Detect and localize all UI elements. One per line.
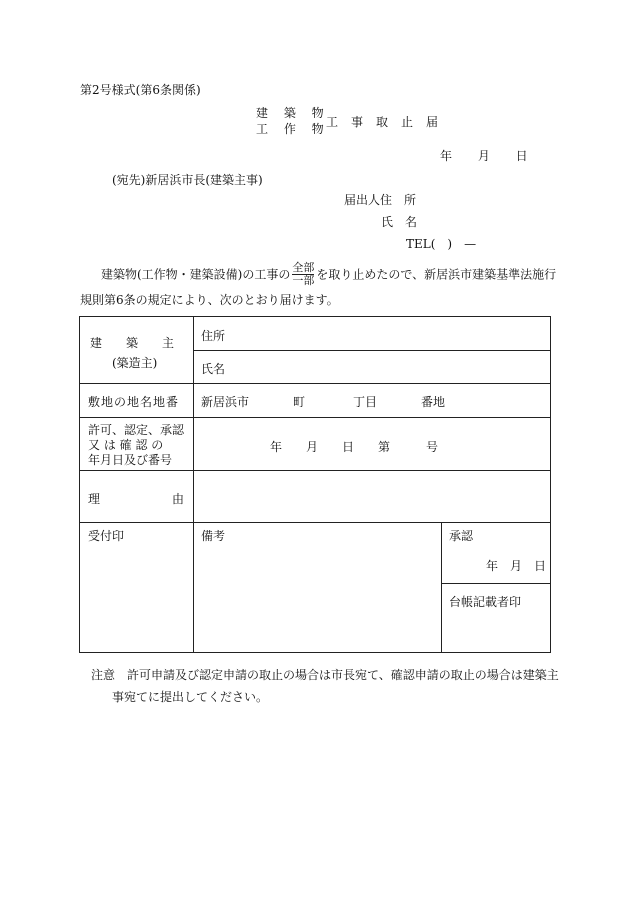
table-line-2 [80, 417, 550, 418]
submitter-address-label: 届出人住 所 [344, 193, 417, 207]
table-line-4 [80, 522, 550, 523]
form-table [79, 316, 551, 653]
approval-date: 年 月 日 [486, 559, 547, 573]
site-town: 町 [293, 395, 306, 409]
table-line-approval [441, 583, 550, 584]
addressee: (宛先)新居浜市長(建築主事) [112, 173, 263, 187]
owner-address-label: 住所 [201, 329, 226, 343]
table-line-owner-split [193, 350, 550, 351]
table-line-1 [80, 383, 550, 384]
table-divider-approval [441, 522, 442, 652]
statement-suffix: を取り止めたので、新居浜市建築基準法施行 [316, 267, 557, 282]
site-chome: 丁目 [353, 395, 378, 409]
site-city: 新居浜市 [201, 395, 250, 409]
statement-prefix: 建築物(工作物・建築設備)の工事の [101, 267, 291, 282]
note-line-2: 事宛てに提出してください。 [112, 690, 269, 704]
title-main: 工事取止届 [326, 115, 452, 129]
reason-label: 理 由 [88, 492, 185, 506]
scope-all: 全部 [292, 261, 315, 274]
table-divider-main [193, 317, 194, 652]
approval-label: 承認 [449, 529, 474, 543]
owner-name-label: 氏名 [201, 362, 226, 376]
owner-sub-label: (築造主) [112, 356, 158, 370]
form-code: 第2号様式(第6条関係) [80, 83, 201, 97]
owner-label: 建 築 主 [90, 336, 175, 350]
permit-value: 年 月 日 第 号 [270, 440, 439, 454]
scope-fraction [292, 262, 314, 286]
submitter-tel-label: TEL( ) — [406, 237, 477, 251]
title-building: 建 築 物 [256, 106, 330, 120]
submission-date: 年 月 日 [440, 149, 528, 163]
note-line-1: 注意 許可申請及び認定申請の取止の場合は市長宛て、確認申請の取止の場合は建築主 [91, 668, 559, 682]
site-label: 敷地の地名地番 [88, 395, 180, 409]
table-line-3 [80, 470, 550, 471]
title-structure: 工 作 物 [256, 122, 330, 136]
permit-label-1: 許可、認定、承認 [88, 423, 185, 437]
statement-line-2: 規則第6条の規定により、次のとおり届けます。 [80, 293, 339, 307]
submitter-name-label: 氏 名 [381, 215, 418, 229]
permit-label-3: 年月日及び番号 [88, 453, 173, 467]
statement-line-1 [101, 261, 557, 287]
title-stack [256, 105, 330, 137]
ledger-label: 台帳記載者印 [449, 595, 522, 609]
permit-label-2: 又 は 確 認 の [88, 438, 164, 452]
scope-part: 一部 [292, 274, 315, 287]
stamp-label: 受付印 [88, 529, 125, 543]
site-banchi: 番地 [421, 395, 446, 409]
remarks-label: 備考 [201, 529, 226, 543]
